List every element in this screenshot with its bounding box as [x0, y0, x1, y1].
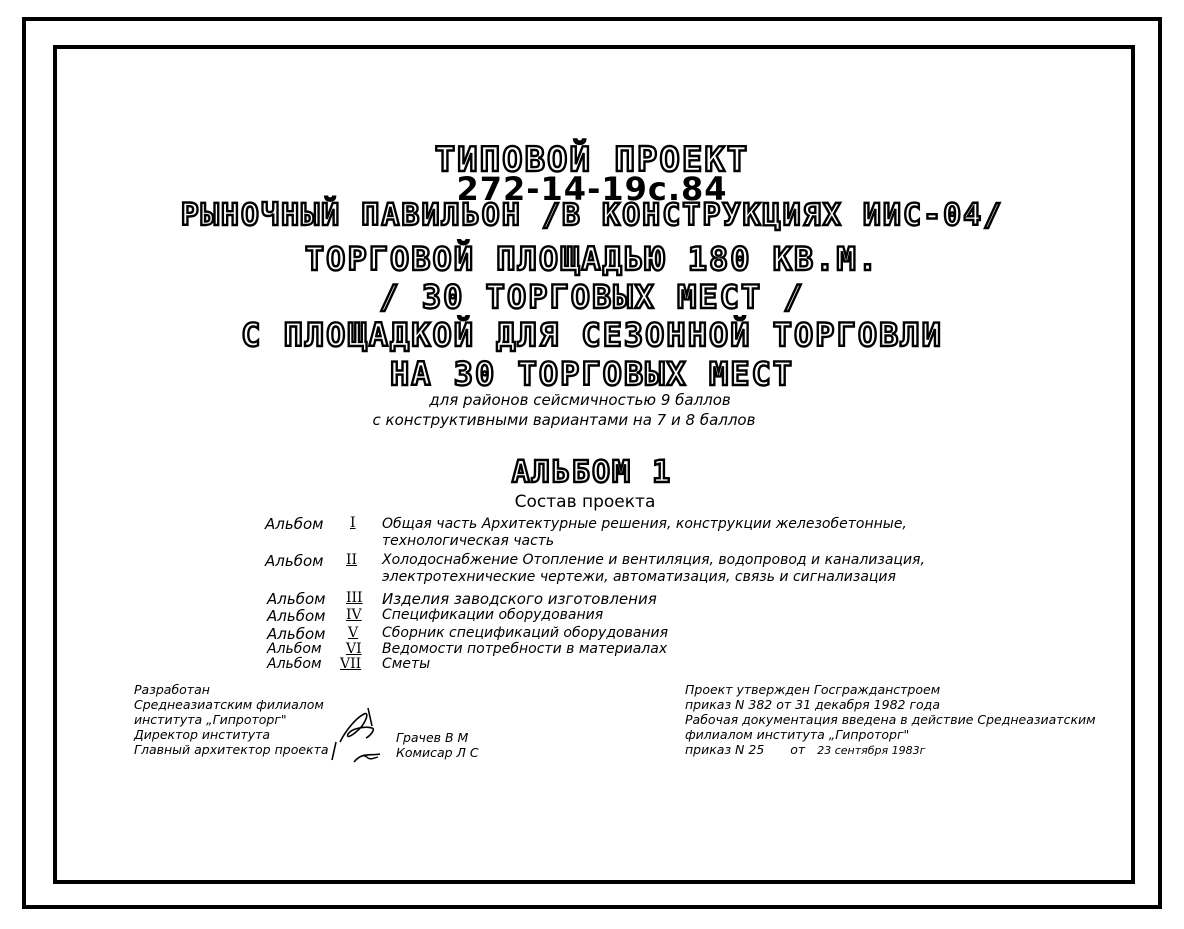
architect-name: Комисар Л С — [396, 745, 479, 760]
footer-left-line: Главный архитектор проекта — [134, 742, 329, 757]
footer-left-line: института „Гипроторг" — [134, 712, 287, 727]
album-text: Общая часть Архитектурные решения, конструкции железобетонные, — [382, 516, 907, 532]
title-line-places-2: НА 30 ТОРГОВЫХ МЕСТ — [389, 355, 795, 393]
signature-icon — [326, 702, 392, 766]
album-label: Альбом — [267, 641, 322, 657]
album-label: Альбом — [267, 607, 326, 625]
album-label: Альбом — [265, 515, 324, 533]
album-text-cont: технологическая часть — [382, 533, 555, 549]
album-text: Ведомости потребности в материалах — [382, 641, 668, 657]
album-numeral: III — [346, 590, 363, 606]
subtitle-seismic: для районов сейсмичностью 9 баллов — [429, 391, 731, 409]
subtitle-variants: с конструктивными вариантами на 7 и 8 баллов — [372, 411, 756, 429]
project-number: 272-14-19с.84 — [456, 170, 728, 208]
album-text: Холодоснабжение Отопление и вентиляция, водопровод и канализация, — [382, 552, 925, 568]
composition-title: Состав проекта — [514, 492, 656, 512]
album-text: Изделия заводского изготовления — [382, 590, 657, 608]
album-numeral: IV — [346, 607, 362, 623]
order-date: 23 сентября 1983г — [817, 744, 926, 757]
footer-right-line: Проект утвержден Госгражданстроем — [685, 682, 941, 697]
album-text: Сметы — [382, 656, 431, 672]
order-number: приказ N 25 — [685, 742, 765, 757]
album-text-cont: электротехнические чертежи, автоматизация, связь и сигнализация — [382, 569, 896, 585]
footer-right-line: Рабочая документация введена в действие Среднеазиатским — [685, 712, 1096, 727]
album-title: АЛЬБОМ 1 — [511, 455, 673, 490]
album-numeral: VI — [346, 641, 362, 657]
album-numeral: II — [346, 552, 358, 568]
album-numeral: V — [348, 625, 359, 641]
album-text: Спецификации оборудования — [382, 607, 604, 623]
footer-left-line: Разработан — [134, 682, 210, 697]
album-text: Сборник спецификаций оборудования — [382, 625, 669, 641]
album-label: Альбом — [267, 625, 326, 643]
album-label: Альбом — [265, 552, 324, 570]
album-numeral: VII — [340, 656, 362, 672]
title-line-pavilion: РЫНОЧНЫЙ ПАВИЛЬОН /В КОНСТРУКЦИЯХ ИИС-04/ — [180, 198, 1004, 233]
title-typical-project: ТИПОВОЙ ПРОЕКТ — [434, 140, 750, 180]
album-label: Альбом — [267, 656, 322, 672]
order-from: от — [790, 742, 806, 757]
footer-right-line: филиалом института „Гипроторг" — [685, 727, 910, 742]
title-line-places: / 30 ТОРГОВЫХ МЕСТ / — [379, 278, 805, 316]
footer-right-line-order — [685, 742, 1096, 758]
title-line-seasonal: С ПЛОЩАДКОЙ ДЛЯ СЕЗОННОЙ ТОРГОВЛИ — [241, 316, 943, 354]
album-label: Альбом — [267, 590, 326, 608]
footer-approval — [685, 682, 1096, 758]
director-name: Грачев В М — [396, 730, 469, 745]
footer-developer — [134, 682, 329, 757]
title-line-area: ТОРГОВОЙ ПЛОЩАДЬЮ 180 КВ.М. — [304, 240, 880, 278]
footer-left-line: Среднеазиатским филиалом — [134, 697, 324, 712]
footer-right-line: приказ N 382 от 31 декабря 1982 года — [685, 697, 940, 712]
album-numeral: I — [350, 515, 356, 531]
footer-left-line: Директор института — [134, 727, 271, 742]
